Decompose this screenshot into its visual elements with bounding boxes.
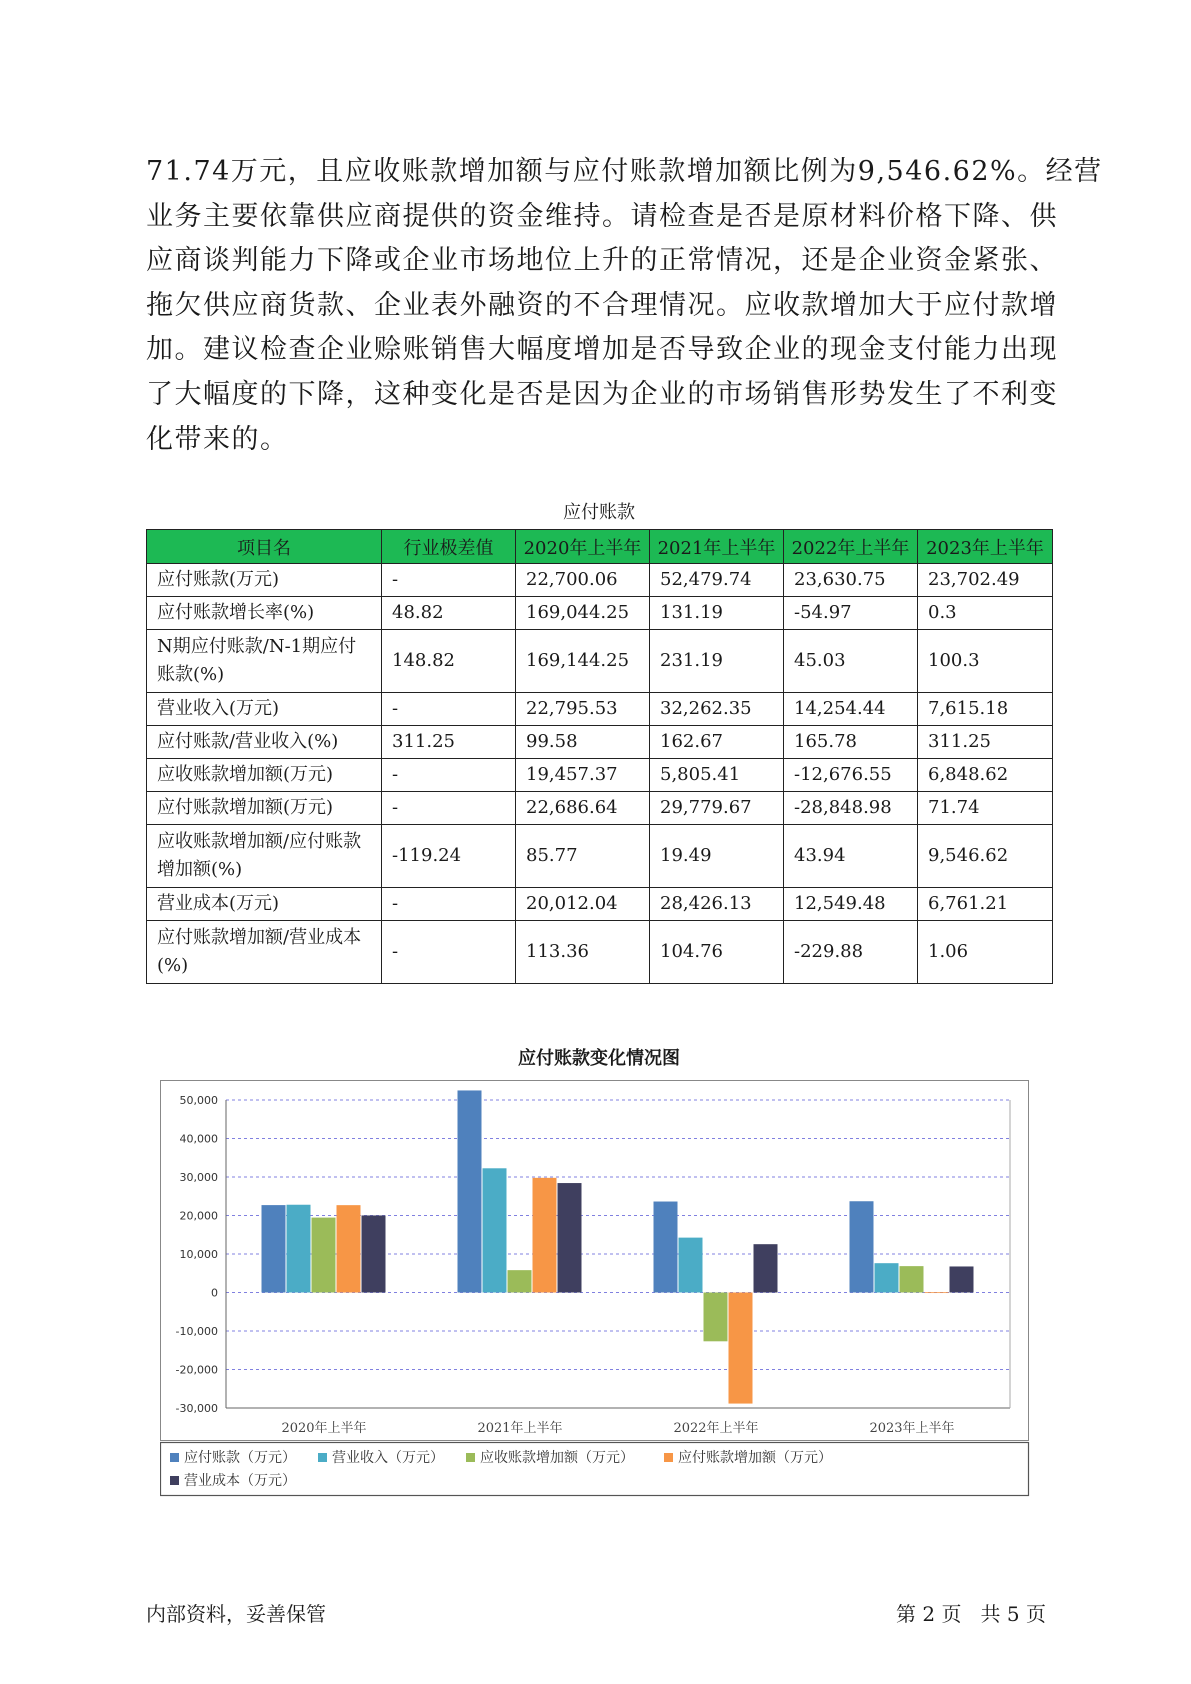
bar	[483, 1168, 507, 1292]
table-header-cell: 行业极差值	[382, 530, 516, 564]
row-label: 营业收入(万元)	[147, 693, 382, 726]
footer-page-number: 第 2 页 共 5 页	[896, 1602, 1046, 1626]
bar	[508, 1270, 532, 1292]
table-row	[147, 792, 1053, 825]
row-label: 应付账款增长率(%)	[147, 597, 382, 630]
bar-chart	[160, 1080, 1040, 1500]
table-header-cell: 2020年上半年	[516, 530, 650, 564]
table-cell: 48.82	[382, 597, 516, 630]
table-cell: -	[382, 792, 516, 825]
paragraph-line: 业务主要依靠供应商提供的资金维持。请检查是否是原材料价格下降、供	[146, 200, 1058, 232]
table-cell: 12,549.48	[784, 888, 918, 921]
bar	[950, 1266, 974, 1292]
table-cell: 231.19	[650, 630, 784, 693]
table-row	[147, 564, 1053, 597]
table-cell: 43.94	[784, 825, 918, 888]
table-cell: -12,676.55	[784, 759, 918, 792]
paragraph-line: 了大幅度的下降，这种变化是否是因为企业的市场销售形势发生了不利变	[146, 378, 1058, 410]
bar	[850, 1201, 874, 1292]
row-label: 应付账款(万元)	[147, 564, 382, 597]
table-cell: -54.97	[784, 597, 918, 630]
table-cell: -	[382, 888, 516, 921]
bar	[754, 1244, 778, 1292]
table-cell: -	[382, 564, 516, 597]
row-label: 应付账款增加额/营业成本(%)	[147, 921, 382, 984]
body-paragraph	[146, 150, 1103, 462]
table-caption: 应付账款	[563, 502, 635, 523]
table-header-row	[147, 530, 1053, 564]
chart-title: 应付账款变化情况图	[518, 1048, 680, 1069]
table-cell: 99.58	[516, 726, 650, 759]
table-cell: 7,615.18	[918, 693, 1053, 726]
table-row	[147, 759, 1053, 792]
y-tick-label: 40,000	[179, 1132, 218, 1146]
table-cell: 0.3	[918, 597, 1053, 630]
table-cell: 45.03	[784, 630, 918, 693]
legend-swatch	[170, 1476, 179, 1485]
bar	[337, 1205, 361, 1292]
paragraph-line: 应商谈判能力下降或企业市场地位上升的正常情况，还是企业资金紧张、	[146, 245, 1058, 277]
table-cell: 169,144.25	[516, 630, 650, 693]
table-cell: 23,702.49	[918, 564, 1053, 597]
row-label: N期应付账款/N-1期应付账款(%)	[147, 630, 382, 693]
y-tick-label: 10,000	[179, 1248, 218, 1261]
table-cell: 29,779.67	[650, 792, 784, 825]
legend-label: 应付账款增加额（万元）	[678, 1450, 832, 1466]
payables-table	[146, 529, 1053, 984]
table-cell: 14,254.44	[784, 693, 918, 726]
bar	[729, 1293, 753, 1404]
table-header-cell: 2023年上半年	[918, 530, 1053, 564]
paragraph-line: 加。建议检查企业赊账销售大幅度增加是否导致企业的现金支付能力出现	[146, 334, 1058, 366]
table-cell: 165.78	[784, 726, 918, 759]
table-header-cell: 2022年上半年	[784, 530, 918, 564]
legend-swatch	[664, 1453, 673, 1462]
table-cell: -28,848.98	[784, 792, 918, 825]
table-cell: 85.77	[516, 825, 650, 888]
y-tick-label: 0	[211, 1286, 218, 1300]
row-label: 营业成本(万元)	[147, 888, 382, 921]
table-cell: 32,262.35	[650, 693, 784, 726]
y-tick-label: -20,000	[175, 1363, 218, 1377]
row-label: 应付账款/营业收入(%)	[147, 726, 382, 759]
table-cell: -	[382, 759, 516, 792]
table-cell: 6,761.21	[918, 888, 1053, 921]
x-tick-label: 2022年上半年	[673, 1421, 759, 1436]
table-cell: 311.25	[918, 726, 1053, 759]
paragraph-line: 拖欠供应商货款、企业表外融资的不合理情况。应收款增加大于应付款增	[146, 289, 1058, 321]
table-cell: 1.06	[918, 921, 1053, 984]
table-cell: 131.19	[650, 597, 784, 630]
table-cell: 22,795.53	[516, 693, 650, 726]
table-header-cell: 项目名	[147, 530, 382, 564]
legend-label: 应付账款（万元）	[184, 1450, 296, 1466]
legend-swatch	[318, 1453, 327, 1462]
row-label: 应收账款增加额/应付账款增加额(%)	[147, 825, 382, 888]
bar	[262, 1205, 286, 1292]
legend-label: 营业成本（万元）	[184, 1473, 296, 1489]
table-cell: 71.74	[918, 792, 1053, 825]
bar	[679, 1238, 703, 1293]
bar	[900, 1266, 924, 1292]
table-cell: 311.25	[382, 726, 516, 759]
table-cell: 5,805.41	[650, 759, 784, 792]
table-row	[147, 888, 1053, 921]
footer-confidential: 内部资料，妥善保管	[146, 1602, 326, 1626]
table-header-cell: 2021年上半年	[650, 530, 784, 564]
row-label: 应收账款增加额(万元)	[147, 759, 382, 792]
bar	[654, 1202, 678, 1293]
legend-swatch	[170, 1453, 179, 1462]
table-cell: 104.76	[650, 921, 784, 984]
legend-label: 应收账款增加额（万元）	[480, 1450, 634, 1466]
table-cell: 169,044.25	[516, 597, 650, 630]
y-tick-label: -30,000	[175, 1402, 218, 1415]
table-cell: -119.24	[382, 825, 516, 888]
table-cell: 19.49	[650, 825, 784, 888]
bar	[287, 1205, 311, 1293]
bar	[362, 1215, 386, 1292]
table-row	[147, 693, 1053, 726]
legend-label: 营业收入（万元）	[332, 1450, 444, 1466]
bar	[704, 1293, 728, 1342]
table-row	[147, 630, 1053, 693]
table-cell: 19,457.37	[516, 759, 650, 792]
table-cell: -229.88	[784, 921, 918, 984]
table-cell: 22,686.64	[516, 792, 650, 825]
table-cell: 20,012.04	[516, 888, 650, 921]
table-cell: 148.82	[382, 630, 516, 693]
y-tick-label: 30,000	[179, 1171, 218, 1184]
bar	[875, 1263, 899, 1292]
table-row	[147, 921, 1053, 984]
bar	[925, 1292, 949, 1293]
table-cell: 6,848.62	[918, 759, 1053, 792]
table-cell: 23,630.75	[784, 564, 918, 597]
table-row	[147, 726, 1053, 759]
legend-swatch	[466, 1453, 475, 1462]
table-cell: 162.67	[650, 726, 784, 759]
table-cell: -	[382, 693, 516, 726]
x-tick-label: 2021年上半年	[477, 1421, 563, 1436]
bar	[458, 1090, 482, 1292]
table-cell: -	[382, 921, 516, 984]
table-row	[147, 825, 1053, 888]
bar	[533, 1178, 557, 1293]
table-cell: 100.3	[918, 630, 1053, 693]
paragraph-line: 化带来的。	[146, 423, 289, 455]
bar	[558, 1183, 582, 1292]
table-cell: 52,479.74	[650, 564, 784, 597]
table-cell: 9,546.62	[918, 825, 1053, 888]
table-row	[147, 597, 1053, 630]
y-tick-label: 50,000	[179, 1094, 218, 1107]
x-tick-label: 2023年上半年	[869, 1421, 955, 1436]
table-cell: 113.36	[516, 921, 650, 984]
paragraph-line: 71.74万元，且应收账款增加额与应付账款增加额比例为9,546.62%。经营	[146, 156, 1103, 187]
row-label: 应付账款增加额(万元)	[147, 792, 382, 825]
table-cell: 22,700.06	[516, 564, 650, 597]
bar	[312, 1218, 336, 1293]
x-tick-label: 2020年上半年	[281, 1421, 367, 1436]
y-tick-label: 20,000	[179, 1209, 218, 1223]
y-tick-label: -10,000	[175, 1325, 218, 1338]
table-cell: 28,426.13	[650, 888, 784, 921]
